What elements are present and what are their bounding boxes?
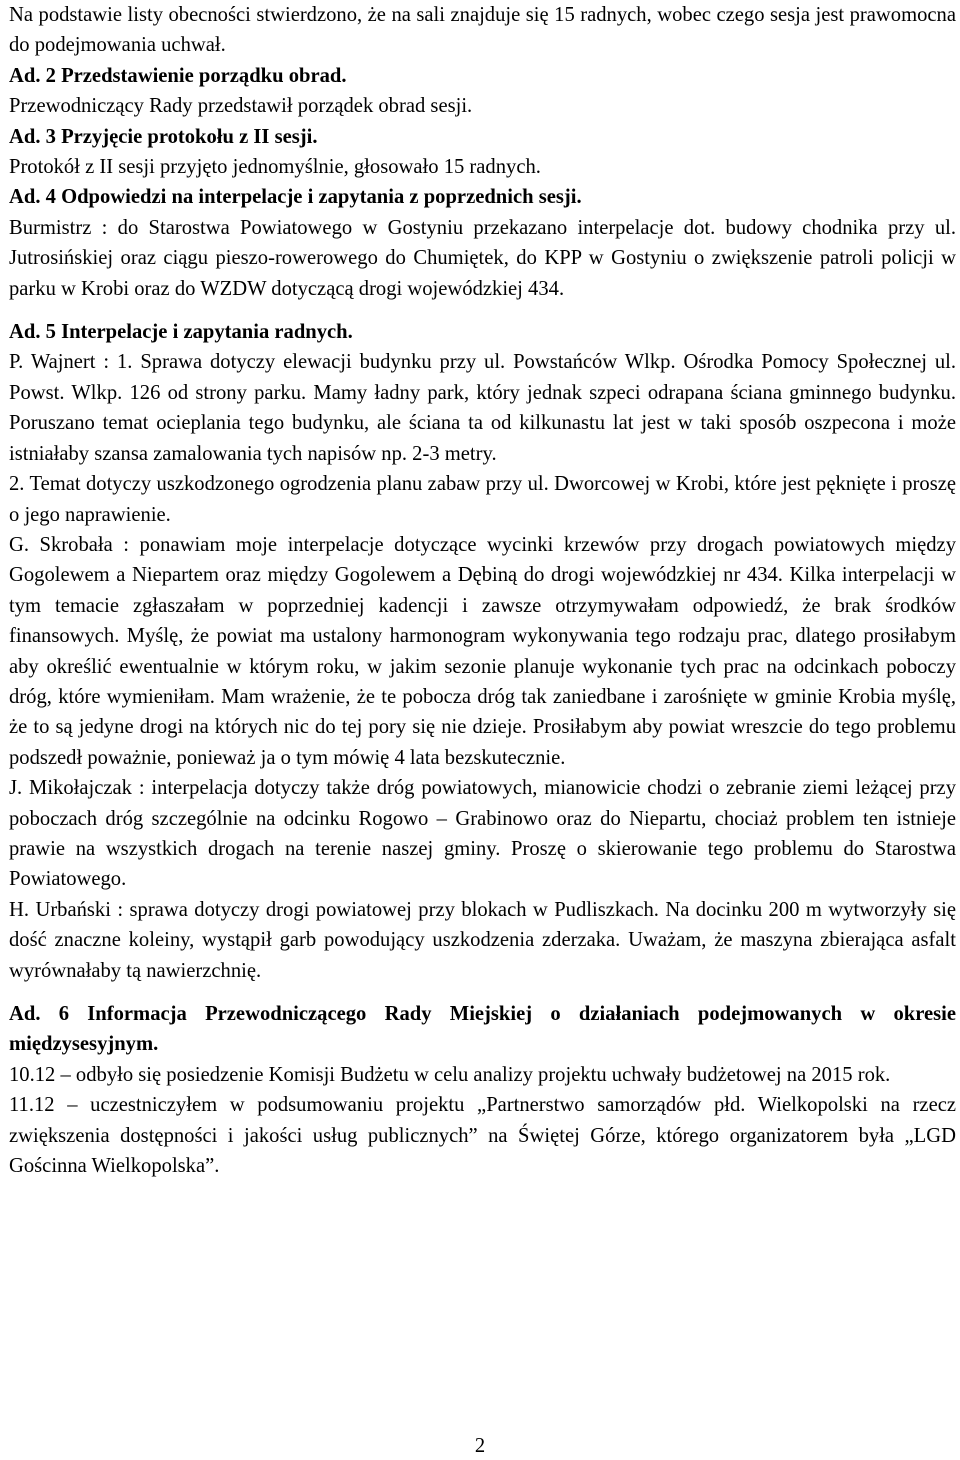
ad5-skrobala-paragraph: G. Skrobała : ponawiam moje interpelacje dotyczące wycinki krzewów przy drogach powiatowych między Gogolewem a Niepartem oraz między Gogolewem a Dębiną do drogi wojewódzkiej nr 434. Kilka interpelacji w tym temacie zgłaszałam w poprzedniej kadencji i zawsze otrzymywałam odpowiedź, że brak środków finansowych. Myślę, że powiat ma ustalony harmonogram wykonywania tego rodzaju prac, dlatego prosiłabym aby określić ewentualnie w którym roku, w jakim sezonie planuje wykonanie tych prac na odcinkach poboczy dróg, które wymieniłam. Mam wrażenie, że te pobocza dróg tak zaniedbane i zarośnięte w gminie Krobia myślę, że to są jedyne drogi na których nic do tej pory się nie dzieje. Prosiłabym aby powiat wreszcie do tego problemu podszedł poważnie, ponieważ ja o tym mówię 4 lata bezskutecznie. <box>9 533 956 769</box>
ad5-wajnert-paragraph: P. Wajnert : 1. Sprawa dotyczy elewacji budynku przy ul. Powstańców Wlkp. Ośrodka Pomocy Społecznej ul. Powst. Wlkp. 126 od strony parku. Mamy ładny park, który jednak szpeci odrapana ściana gminnego budynku. Poruszano temat ocieplania tego budynku, ale ściana ta od kilkunastu lat jest w taki sposób oszpecona i może istniałaby szansa zamalowania tych napisów np. 2-3 metry. <box>9 351 956 465</box>
ad5-wajnert-point-2: 2. Temat dotyczy uszkodzonego ogrodzenia planu zabaw przy ul. Dworcowej w Krobi, które jest pęknięte i proszę o jego naprawienie. <box>9 473 956 526</box>
ad6-heading: Ad. 6 Informacja Przewodniczącego Rady Miejskiej o działaniach podejmowanych w okresie międzysesyjnym. <box>9 1003 956 1056</box>
ad5-urbanski-paragraph: H. Urbański : sprawa dotyczy drogi powiatowej przy blokach w Pudliszkach. Na docinku 200 m wytworzyły się dość znaczne koleiny, wystąpił garb powodujący uszkodzenia zderzaka. Uważam, że maszyna zbierająca asfalt wyrównałaby tą nawierzchnię. <box>9 898 956 982</box>
ad2-paragraph: Przewodniczący Rady przedstawił porządek obrad sesji. <box>9 95 473 118</box>
ad3-paragraph: Protokół z II sesji przyjęto jednomyślnie, głosowało 15 radnych. <box>9 156 541 179</box>
ad4-heading: Ad. 4 Odpowiedzi na interpelacje i zapytania z poprzednich sesji. <box>9 186 582 209</box>
page-number: 2 <box>474 1435 486 1457</box>
ad4-paragraph: Burmistrz : do Starostwa Powiatowego w Gostyniu przekazano interpelacje dot. budowy chodnika przy ul. Jutrosińskiej oraz ciągu pieszo-rowerowego do Chumiętek, do KPP w Gostyniu o zwiększenie patroli policji w parku w Krobi oraz do WZDW dotyczącą drogi wojewódzkiej 434. <box>9 216 956 300</box>
ad5-heading: Ad. 5 Interpelacje i zapytania radnych. <box>9 321 353 344</box>
ad6-item-2: 11.12 – uczestniczyłem w podsumowaniu projektu „Partnerstwo samorządów płd. Wielkopolski na rzecz zwiększenia dostępności i jakości usług publicznych” na Świętej Górze, którego organizatorem była „LGD Gościnna Wielkopolska”. <box>9 1094 956 1178</box>
ad3-heading: Ad. 3 Przyjęcie protokołu z II sesji. <box>9 125 318 148</box>
document-page <box>9 0 956 1181</box>
ad2-heading: Ad. 2 Przedstawienie porządku obrad. <box>9 64 347 87</box>
ad5-mikolajczak-paragraph: J. Mikołajczak : interpelacja dotyczy także dróg powiatowych, mianowicie chodzi o zebranie ziemi leżącej przy poboczach dróg szczególnie na odcinku Rogowo – Grabinowo oraz do Niepartu, chociaż problem ten istnieje prawie na wszystkich drogach na terenie naszej gminy. Proszę o skierowanie tego problemu do Starostwa Powiatowego. <box>9 777 956 891</box>
ad6-item-1: 10.12 – odbyło się posiedzenie Komisji Budżetu w celu analizy projektu uchwały budżetowej na 2015 rok. <box>9 1063 891 1086</box>
intro-paragraph: Na podstawie listy obecności stwierdzono, że na sali znajduje się 15 radnych, wobec czego sesja jest prawomocna do podejmowania uchwał. <box>9 4 956 57</box>
